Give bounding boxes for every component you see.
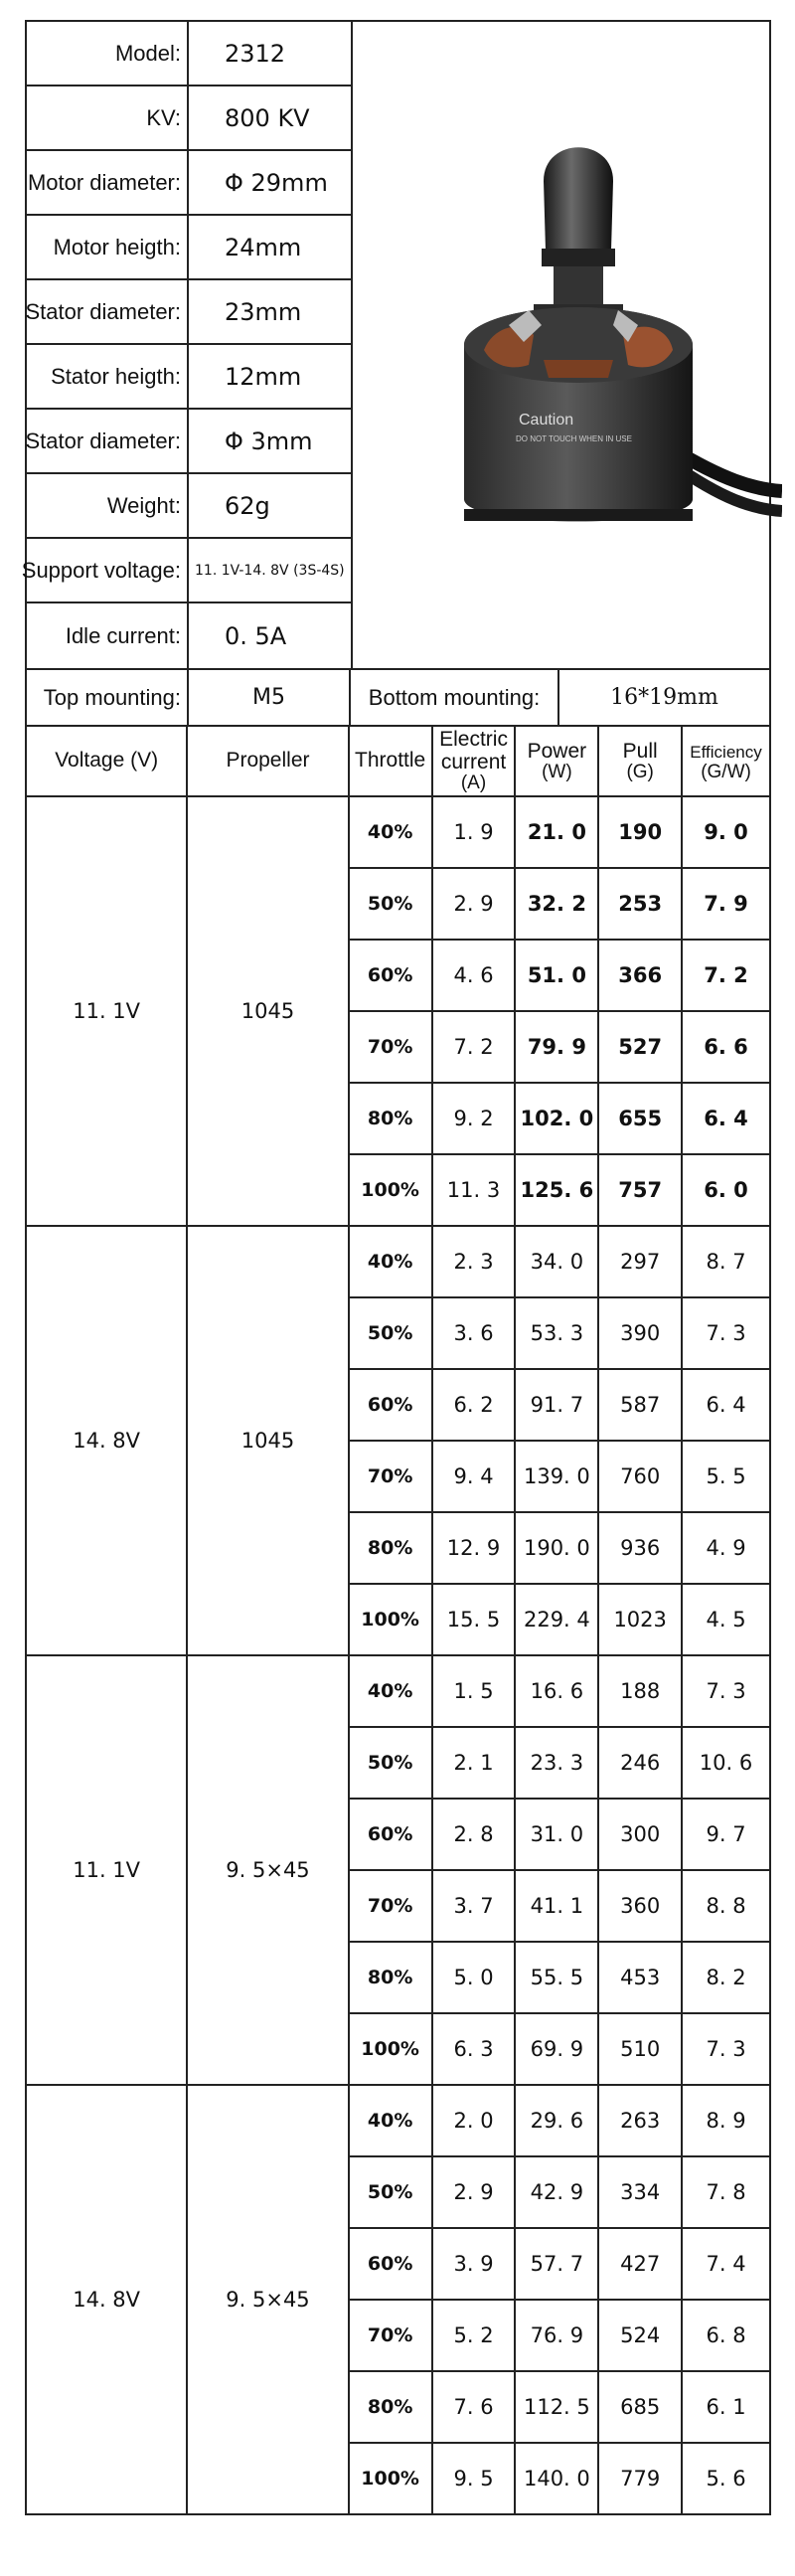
mounting-row (25, 668, 771, 727)
efficiency-cell: 7. 3 (682, 2013, 770, 2085)
spec-row-idle-current (27, 603, 353, 670)
efficiency-cell: 4. 5 (682, 1584, 770, 1655)
efficiency-cell: 7. 8 (682, 2156, 770, 2228)
pull-cell: 190 (598, 796, 682, 868)
performance-table (25, 725, 771, 2515)
power-cell: 140. 0 (515, 2443, 598, 2514)
power-cell: 125. 6 (515, 1154, 598, 1226)
bottom-mounting-label: Bottom mounting: (351, 670, 559, 725)
spec-value: Φ 3mm (225, 427, 313, 455)
throttle-cell: 70% (349, 1011, 432, 1083)
efficiency-cell: 4. 9 (682, 1512, 770, 1584)
efficiency-cell: 6. 1 (682, 2371, 770, 2443)
header-power (515, 726, 598, 796)
throttle-cell: 60% (349, 1799, 432, 1870)
spec-value: 12mm (225, 362, 302, 391)
power-cell: 51. 0 (515, 940, 598, 1011)
header-pull-label: Pull (622, 739, 658, 763)
power-cell: 31. 0 (515, 1799, 598, 1870)
power-cell: 16. 6 (515, 1655, 598, 1727)
efficiency-cell: 8. 8 (682, 1870, 770, 1942)
table-row (26, 1655, 770, 1727)
current-cell: 7. 2 (432, 1011, 516, 1083)
voltage-cell: 14. 8V (26, 2085, 187, 2514)
efficiency-cell: 6. 8 (682, 2300, 770, 2371)
motor-photo (424, 121, 782, 559)
current-cell: 2. 3 (432, 1226, 516, 1297)
pull-cell: 779 (598, 2443, 682, 2514)
propeller-cell: 9. 5×45 (187, 2085, 348, 2514)
header-current (432, 726, 516, 796)
efficiency-cell: 9. 0 (682, 796, 770, 868)
efficiency-cell: 9. 7 (682, 1799, 770, 1870)
current-cell: 2. 0 (432, 2085, 516, 2156)
efficiency-cell: 7. 3 (682, 1297, 770, 1369)
header-power-unit: (W) (542, 761, 572, 782)
throttle-cell: 40% (349, 2085, 432, 2156)
power-cell: 34. 0 (515, 1226, 598, 1297)
pull-cell: 757 (598, 1154, 682, 1226)
spec-row-motor-diameter (27, 151, 353, 216)
current-cell: 3. 7 (432, 1870, 516, 1942)
current-cell: 5. 0 (432, 1942, 516, 2013)
power-cell: 139. 0 (515, 1441, 598, 1512)
current-cell: 1. 9 (432, 796, 516, 868)
header-efficiency-label: Efficiency (690, 742, 762, 762)
pull-cell: 366 (598, 940, 682, 1011)
current-cell: 1. 5 (432, 1655, 516, 1727)
pull-cell: 188 (598, 1655, 682, 1727)
efficiency-cell: 7. 9 (682, 868, 770, 940)
spec-label: KV: (27, 86, 189, 149)
pull-cell: 685 (598, 2371, 682, 2443)
pull-cell: 524 (598, 2300, 682, 2371)
current-cell: 12. 9 (432, 1512, 516, 1584)
pull-cell: 655 (598, 1083, 682, 1154)
spec-row-model (27, 22, 353, 86)
spec-label: Stator heigth: (27, 345, 189, 408)
efficiency-cell: 10. 6 (682, 1727, 770, 1799)
spec-label: Model: (27, 22, 189, 85)
current-cell: 9. 4 (432, 1441, 516, 1512)
efficiency-cell: 7. 2 (682, 940, 770, 1011)
spec-row-stator-height (27, 345, 353, 410)
power-cell: 32. 2 (515, 868, 598, 940)
spec-value: Φ 29mm (225, 168, 328, 197)
pull-cell: 527 (598, 1011, 682, 1083)
current-cell: 2. 1 (432, 1727, 516, 1799)
spec-value: 23mm (225, 297, 302, 326)
top-mounting-value: M5 (189, 670, 351, 725)
power-cell: 102. 0 (515, 1083, 598, 1154)
throttle-cell: 60% (349, 940, 432, 1011)
current-cell: 9. 2 (432, 1083, 516, 1154)
efficiency-cell: 8. 2 (682, 1942, 770, 2013)
voltage-cell: 11. 1V (26, 796, 187, 1226)
pull-cell: 253 (598, 868, 682, 940)
propeller-cell: 9. 5×45 (187, 1655, 348, 2085)
spec-label: Motor diameter: (27, 151, 189, 214)
bottom-mounting-value: 16*19mm (610, 685, 718, 710)
pull-cell: 453 (598, 1942, 682, 2013)
power-cell: 76. 9 (515, 2300, 598, 2371)
spec-block (21, 20, 771, 668)
header-current-label: Electric current (439, 728, 508, 773)
power-cell: 229. 4 (515, 1584, 598, 1655)
efficiency-cell: 8. 9 (682, 2085, 770, 2156)
current-cell: 9. 5 (432, 2443, 516, 2514)
efficiency-cell: 7. 4 (682, 2228, 770, 2300)
pull-cell: 300 (598, 1799, 682, 1870)
header-pull-unit: (G) (626, 761, 654, 782)
current-cell: 4. 6 (432, 940, 516, 1011)
power-cell: 190. 0 (515, 1512, 598, 1584)
pull-cell: 297 (598, 1226, 682, 1297)
power-cell: 29. 6 (515, 2085, 598, 2156)
throttle-cell: 70% (349, 2300, 432, 2371)
efficiency-cell: 5. 5 (682, 1441, 770, 1512)
throttle-cell: 50% (349, 2156, 432, 2228)
spec-label: Motor heigth: (27, 216, 189, 278)
propeller-cell: 1045 (187, 1226, 348, 1655)
throttle-cell: 80% (349, 1083, 432, 1154)
power-cell: 69. 9 (515, 2013, 598, 2085)
top-mounting-label: Top mounting: (27, 670, 189, 725)
throttle-cell: 40% (349, 796, 432, 868)
header-propeller: Propeller (187, 726, 348, 796)
table-header-row (26, 726, 770, 796)
throttle-cell: 40% (349, 1226, 432, 1297)
throttle-cell: 100% (349, 2443, 432, 2514)
throttle-cell: 40% (349, 1655, 432, 1727)
current-cell: 11. 3 (432, 1154, 516, 1226)
spec-label: Weight: (27, 474, 189, 537)
current-cell: 5. 2 (432, 2300, 516, 2371)
throttle-cell: 60% (349, 1369, 432, 1441)
caution-text: DO NOT TOUCH WHEN IN USE (516, 434, 632, 443)
throttle-cell: 100% (349, 1154, 432, 1226)
current-cell: 2. 8 (432, 1799, 516, 1870)
pull-cell: 760 (598, 1441, 682, 1512)
current-cell: 2. 9 (432, 2156, 516, 2228)
voltage-cell: 11. 1V (26, 1655, 187, 2085)
performance-table-body (26, 796, 770, 2514)
power-cell: 41. 1 (515, 1870, 598, 1942)
pull-cell: 427 (598, 2228, 682, 2300)
header-throttle: Throttle (349, 726, 432, 796)
spec-row-support-voltage (21, 539, 353, 603)
pull-cell: 1023 (598, 1584, 682, 1655)
power-cell: 53. 3 (515, 1297, 598, 1369)
throttle-cell: 70% (349, 1441, 432, 1512)
spec-value: 11. 1V-14. 8V (3S-4S) (195, 562, 345, 579)
efficiency-cell: 5. 6 (682, 2443, 770, 2514)
throttle-cell: 80% (349, 2371, 432, 2443)
pull-cell: 510 (598, 2013, 682, 2085)
current-cell: 6. 2 (432, 1369, 516, 1441)
power-cell: 21. 0 (515, 796, 598, 868)
caution-title: Caution (519, 412, 574, 429)
throttle-cell: 100% (349, 2013, 432, 2085)
pull-cell: 936 (598, 1512, 682, 1584)
pull-cell: 390 (598, 1297, 682, 1369)
efficiency-cell: 6. 4 (682, 1083, 770, 1154)
spec-value: 0. 5A (225, 621, 287, 650)
pull-cell: 263 (598, 2085, 682, 2156)
spec-row-weight (27, 474, 353, 539)
header-power-label: Power (527, 739, 587, 763)
spec-row-shaft-diameter (27, 410, 353, 474)
current-cell: 7. 6 (432, 2371, 516, 2443)
spec-label: Support voltage: (27, 539, 189, 601)
spec-row-motor-height (27, 216, 353, 280)
spec-value: 24mm (225, 233, 302, 261)
current-cell: 6. 3 (432, 2013, 516, 2085)
header-pull (598, 726, 682, 796)
voltage-cell: 14. 8V (26, 1226, 187, 1655)
table-row (26, 2085, 770, 2156)
current-cell: 3. 6 (432, 1297, 516, 1369)
current-cell: 3. 9 (432, 2228, 516, 2300)
efficiency-cell: 7. 3 (682, 1655, 770, 1727)
power-cell: 55. 5 (515, 1942, 598, 2013)
header-voltage: Voltage (V) (26, 726, 187, 796)
throttle-cell: 50% (349, 1297, 432, 1369)
power-cell: 42. 9 (515, 2156, 598, 2228)
power-cell: 23. 3 (515, 1727, 598, 1799)
efficiency-cell: 6. 0 (682, 1154, 770, 1226)
propeller-cell: 1045 (187, 796, 348, 1226)
header-current-unit: (A) (460, 772, 487, 793)
throttle-cell: 100% (349, 1584, 432, 1655)
power-cell: 57. 7 (515, 2228, 598, 2300)
spec-label: Stator diameter: (27, 280, 189, 343)
spec-row-kv (27, 86, 353, 151)
current-cell: 2. 9 (432, 868, 516, 940)
power-cell: 91. 7 (515, 1369, 598, 1441)
efficiency-cell: 8. 7 (682, 1226, 770, 1297)
efficiency-cell: 6. 4 (682, 1369, 770, 1441)
throttle-cell: 70% (349, 1870, 432, 1942)
power-cell: 79. 9 (515, 1011, 598, 1083)
table-row (26, 1226, 770, 1297)
spec-label: Idle current: (27, 603, 189, 668)
pull-cell: 334 (598, 2156, 682, 2228)
efficiency-cell: 6. 6 (682, 1011, 770, 1083)
throttle-cell: 50% (349, 868, 432, 940)
spec-value: 800 KV (225, 103, 310, 132)
spec-value: 2312 (225, 39, 286, 68)
power-cell: 112. 5 (515, 2371, 598, 2443)
spec-value: 62g (225, 491, 270, 520)
header-efficiency-unit: (G/W) (701, 761, 751, 782)
current-cell: 15. 5 (432, 1584, 516, 1655)
throttle-cell: 80% (349, 1942, 432, 2013)
throttle-cell: 60% (349, 2228, 432, 2300)
table-row (26, 796, 770, 868)
pull-cell: 360 (598, 1870, 682, 1942)
spec-label: Stator diameter: (27, 410, 189, 472)
pull-cell: 246 (598, 1727, 682, 1799)
header-efficiency (682, 726, 770, 796)
throttle-cell: 80% (349, 1512, 432, 1584)
pull-cell: 587 (598, 1369, 682, 1441)
throttle-cell: 50% (349, 1727, 432, 1799)
spec-row-stator-diameter (27, 280, 353, 345)
